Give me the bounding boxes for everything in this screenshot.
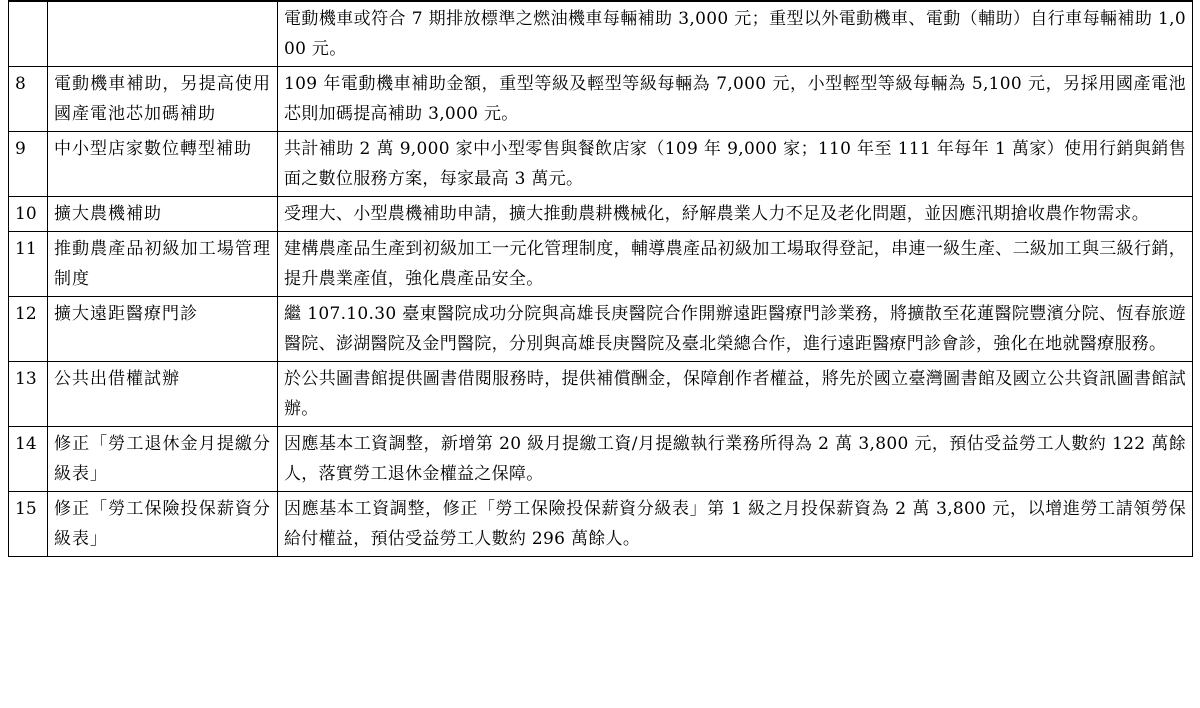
row-number: 11 (9, 232, 48, 297)
policy-table (8, 0, 1193, 557)
row-description: 電動機車或符合 7 期排放標準之燃油機車每輛補助 3,000 元；重型以外電動機車、電動（輔助）自行車每輛補助 1,000 元。 (278, 1, 1193, 67)
table-row (9, 132, 1193, 197)
table-row (9, 362, 1193, 427)
row-number: 12 (9, 297, 48, 362)
table-row (9, 297, 1193, 362)
row-item: 擴大遠距醫療門診 (48, 297, 278, 362)
table-row (9, 492, 1193, 557)
row-number: 14 (9, 427, 48, 492)
row-description: 受理大、小型農機補助申請，擴大推動農耕機械化，紓解農業人力不足及老化問題，並因應汛期搶收農作物需求。 (278, 197, 1193, 232)
row-description: 共計補助 2 萬 9,000 家中小型零售與餐飲店家（109 年 9,000 家；110 年至 111 年每年 1 萬家）使用行銷與銷售面之數位服務方案，每家最高 3 萬元。 (278, 132, 1193, 197)
row-description: 繼 107.10.30 臺東醫院成功分院與高雄長庚醫院合作開辦遠距醫療門診業務，將擴散至花蓮醫院豐濱分院、恆春旅遊醫院、澎湖醫院及金門醫院，分別與高雄長庚醫院及臺北榮總合作，進行遠距醫療門診會診，強化在地就醫療服務。 (278, 297, 1193, 362)
row-description: 因應基本工資調整，修正「勞工保險投保薪資分級表」第 1 級之月投保薪資為 2 萬 3,800 元，以增進勞工請領勞保給付權益，預估受益勞工人數約 296 萬餘人。 (278, 492, 1193, 557)
table-row (9, 197, 1193, 232)
row-item: 中小型店家數位轉型補助 (48, 132, 278, 197)
table-row (9, 1, 1193, 67)
row-description: 建構農產品生產到初級加工一元化管理制度，輔導農產品初級加工場取得登記，串連一級生產、二級加工與三級行銷，提升農業產值，強化農產品安全。 (278, 232, 1193, 297)
table-row (9, 67, 1193, 132)
row-number: 15 (9, 492, 48, 557)
table-row (9, 232, 1193, 297)
row-description: 於公共圖書館提供圖書借閱服務時，提供補償酬金，保障創作者權益，將先於國立臺灣圖書館及國立公共資訊圖書館試辦。 (278, 362, 1193, 427)
row-number (9, 1, 48, 67)
row-number: 10 (9, 197, 48, 232)
row-description: 109 年電動機車補助金額，重型等級及輕型等級每輛為 7,000 元，小型輕型等級每輛為 5,100 元，另採用國產電池芯則加碼提高補助 3,000 元。 (278, 67, 1193, 132)
row-number: 9 (9, 132, 48, 197)
row-item: 修正「勞工退休金月提繳分級表」 (48, 427, 278, 492)
row-item: 修正「勞工保險投保薪資分級表」 (48, 492, 278, 557)
row-item (48, 1, 278, 67)
row-item: 公共出借權試辦 (48, 362, 278, 427)
row-number: 8 (9, 67, 48, 132)
row-item: 推動農產品初級加工場管理制度 (48, 232, 278, 297)
row-description: 因應基本工資調整，新增第 20 級月提繳工資/月提繳執行業務所得為 2 萬 3,800 元，預估受益勞工人數約 122 萬餘人，落實勞工退休金權益之保障。 (278, 427, 1193, 492)
row-item: 擴大農機補助 (48, 197, 278, 232)
row-number: 13 (9, 362, 48, 427)
row-item: 電動機車補助，另提高使用國產電池芯加碼補助 (48, 67, 278, 132)
table-row (9, 427, 1193, 492)
